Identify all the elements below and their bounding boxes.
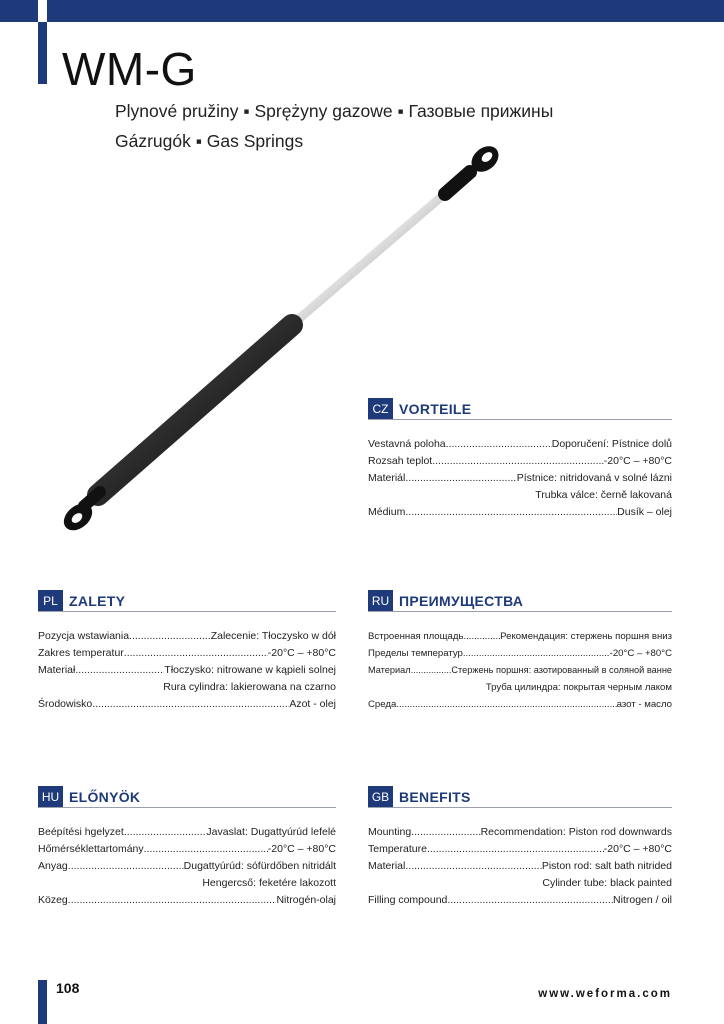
language-code-badge: HU <box>38 786 63 807</box>
spec-row <box>368 470 672 487</box>
spec-value: Nitrogen / oil <box>613 894 672 906</box>
dot-leader <box>129 628 211 645</box>
dot-leader <box>463 645 610 662</box>
section-title: BENEFITS <box>399 788 471 805</box>
spec-row <box>38 824 336 841</box>
spec-row-continuation <box>368 875 672 892</box>
language-code-badge: GB <box>368 786 393 807</box>
dot-leader <box>68 892 277 909</box>
page-number: 108 <box>56 980 80 996</box>
dot-leader <box>75 662 164 679</box>
spec-row <box>368 696 672 713</box>
rod-end-sleeve <box>445 172 470 194</box>
spec-row-continuation <box>38 679 336 696</box>
spec-value: Tłoczysko: nitrowane w kąpieli solnej <box>164 664 336 676</box>
section-title: VORTEILE <box>399 400 472 417</box>
spec-value: Trubka válce: černě lakovaná <box>535 489 672 501</box>
section-pl <box>38 590 336 713</box>
spec-value: -20°C – +80°C <box>603 843 672 855</box>
section-ru <box>368 590 672 713</box>
spec-list <box>368 436 672 521</box>
dot-leader <box>405 470 516 487</box>
spec-label: Материал <box>368 665 411 675</box>
dot-leader <box>396 696 616 713</box>
spec-label: Médium <box>368 506 406 518</box>
website-link[interactable]: www.weforma.com <box>538 988 672 1000</box>
section-header <box>38 786 336 808</box>
bottom-eyelet <box>60 492 100 536</box>
spec-label: Beépítési hgelyzet <box>38 826 124 838</box>
spec-row <box>38 662 336 679</box>
spec-row <box>368 453 672 470</box>
section-header <box>368 590 672 612</box>
top-bar <box>0 0 724 22</box>
spec-row <box>368 504 672 521</box>
section-title: ELŐNYÖK <box>69 788 141 805</box>
top-bar-gap <box>38 0 47 22</box>
spec-value: Cylinder tube: black painted <box>542 877 672 889</box>
section-header <box>38 590 336 612</box>
spec-value: -20°C – +80°C <box>603 455 672 467</box>
section-header <box>368 786 672 808</box>
spec-label: Hőmérséklettartomány <box>38 843 144 855</box>
dot-leader <box>446 436 552 453</box>
dot-leader <box>124 824 207 841</box>
dot-leader <box>124 645 268 662</box>
spec-row <box>38 858 336 875</box>
dot-leader <box>432 453 604 470</box>
dot-leader <box>405 858 541 875</box>
spec-label: Materiał <box>38 664 76 676</box>
page-title: WM-G <box>62 43 197 95</box>
spec-value: Dugattyúrúd: sófürdőben nitridált <box>183 860 336 872</box>
spec-value: Zalecenie: Tłoczysko w dół <box>210 630 336 642</box>
cylinder-tube <box>98 325 292 495</box>
spec-value: Стержень поршня: азотированный в соляной ванне <box>451 665 672 675</box>
spec-label: Közeg <box>38 894 68 906</box>
spec-value: Doporučení: Pístnice dolů <box>551 438 672 450</box>
spec-value: Pístnice: nitridovaná v solné lázni <box>516 472 672 484</box>
spec-label: Filling compound <box>368 894 448 906</box>
spec-label: Vestavná poloha <box>368 438 446 450</box>
spec-label: Pozycja wstawiania <box>38 630 130 642</box>
spec-row <box>38 841 336 858</box>
spec-row <box>368 841 672 858</box>
language-code-badge: RU <box>368 590 393 611</box>
spec-value: Rura cylindra: lakierowana na czarno <box>163 681 336 693</box>
language-code-badge: PL <box>38 590 63 611</box>
dot-leader <box>405 504 617 521</box>
spec-row <box>368 892 672 909</box>
piston-rod <box>280 185 455 335</box>
spec-label: Zakres temperatur <box>38 647 124 659</box>
spec-value: Рекомендация: стержень поршня вниз <box>500 631 672 642</box>
spec-list <box>368 824 672 909</box>
dot-leader <box>447 892 613 909</box>
spec-value: -20°C – +80°C <box>267 647 336 659</box>
spec-row <box>368 628 672 645</box>
section-hu <box>38 786 336 909</box>
spec-label: Materiál <box>368 472 406 484</box>
spec-value: Javaslat: Dugattyúrúd lefelé <box>206 826 336 838</box>
spec-value: Hengercső: feketére lakozott <box>202 877 336 889</box>
dot-leader <box>463 628 500 645</box>
spec-row <box>38 628 336 645</box>
spec-row <box>368 858 672 875</box>
spec-value: Azot - olej <box>289 698 336 710</box>
spec-label: Rozsah teplot <box>368 455 433 467</box>
spec-value: Dusík – olej <box>617 506 672 518</box>
subtitle-line-1: Plynové pružiny ▪ Sprężyny gazowe ▪ Газовые прижины <box>115 101 554 121</box>
section-cz <box>368 398 672 521</box>
spec-row <box>368 824 672 841</box>
spec-value: Труба цилиндра: покрытая черным лаком <box>485 682 672 693</box>
language-code-badge: CZ <box>368 398 393 419</box>
spec-value: Piston rod: salt bath nitrided <box>541 860 672 872</box>
spec-label: Среда <box>368 699 397 710</box>
spec-label: Material <box>368 860 406 872</box>
spec-label: Встроенная площадь <box>368 631 464 642</box>
dot-leader <box>144 841 268 858</box>
spec-row <box>38 696 336 713</box>
spec-label: Środowisko <box>38 698 93 710</box>
spec-label: Mounting <box>368 826 412 838</box>
spec-row <box>368 662 672 679</box>
section-gb <box>368 786 672 909</box>
spec-list <box>38 628 336 713</box>
spec-row-continuation <box>368 487 672 504</box>
spec-value: -20°C – +80°C <box>609 648 672 659</box>
spec-list <box>38 824 336 909</box>
spec-row <box>368 436 672 453</box>
spec-list <box>368 628 672 713</box>
subtitle-line-2: Gázrugók ▪ Gas Springs <box>115 131 304 151</box>
spec-label: Anyag <box>38 860 68 872</box>
spec-label: Temperature <box>368 843 427 855</box>
bottom-accent-bar <box>38 980 47 1024</box>
spec-row <box>38 892 336 909</box>
section-header <box>368 398 672 420</box>
dot-leader <box>68 858 184 875</box>
spec-value: Recommendation: Piston rod downwards <box>480 826 672 838</box>
spec-label: Пределы температур <box>368 648 463 659</box>
spec-row-continuation <box>368 679 672 696</box>
left-accent-bar <box>38 22 47 84</box>
dot-leader <box>411 662 452 679</box>
spec-value: азот - масло <box>616 699 672 710</box>
section-title: ПРЕИМУЩЕСТВА <box>399 592 524 609</box>
spec-value: -20°C – +80°C <box>267 843 336 855</box>
spec-row <box>38 645 336 662</box>
spec-row-continuation <box>38 875 336 892</box>
dot-leader <box>92 696 289 713</box>
dot-leader <box>427 841 604 858</box>
spec-value: Nitrogén-olaj <box>276 894 336 906</box>
section-title: ZALETY <box>69 592 126 609</box>
spec-row <box>368 645 672 662</box>
dot-leader <box>411 824 480 841</box>
